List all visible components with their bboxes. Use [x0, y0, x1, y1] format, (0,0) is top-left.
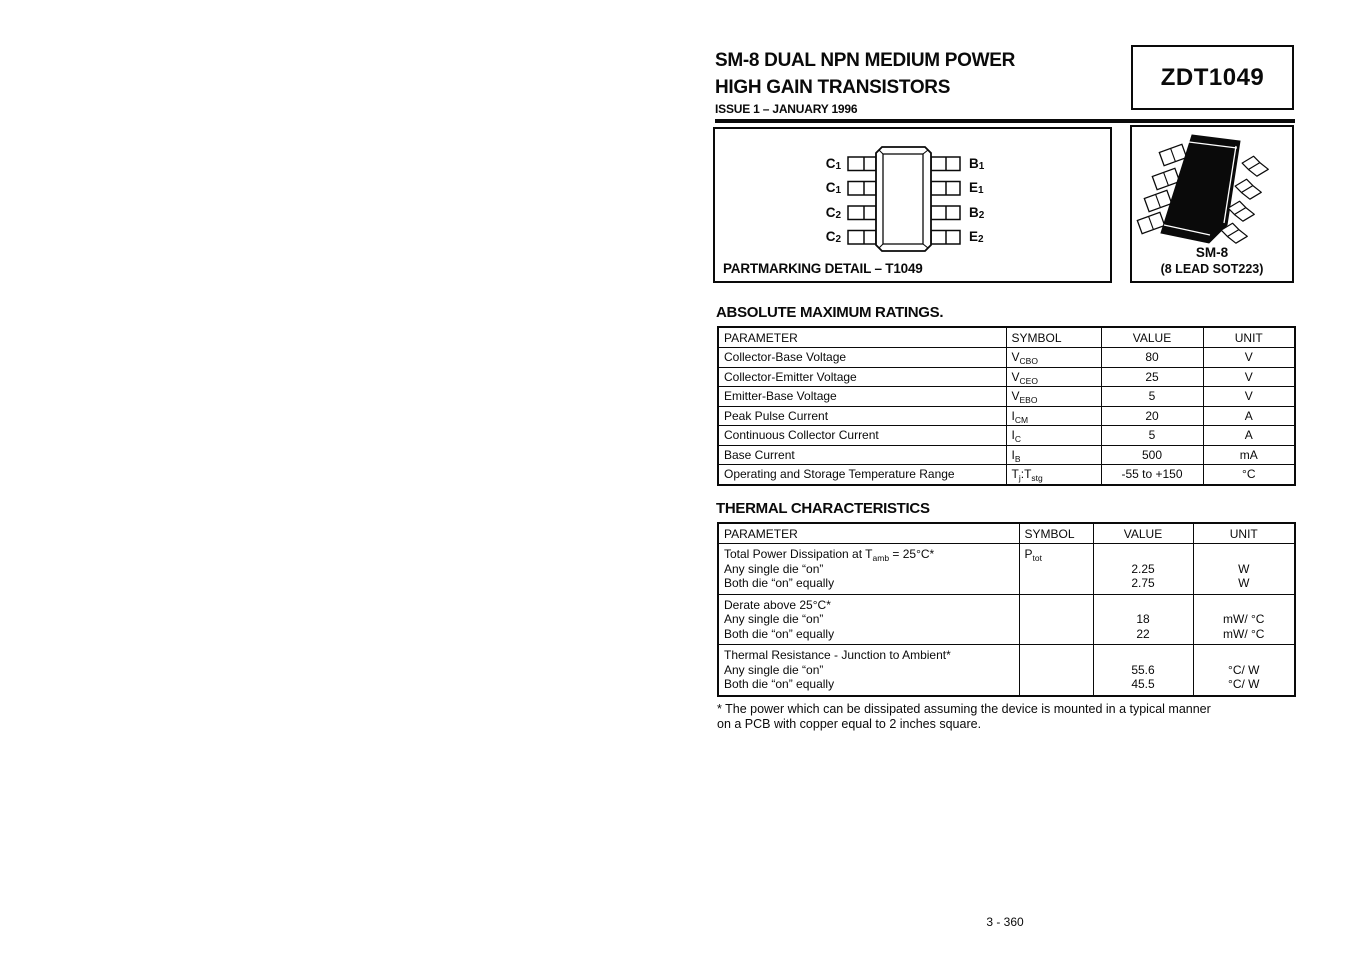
footnote [717, 702, 1294, 731]
pin-label-c2b: $C_2$ [825, 229, 841, 245]
page-number: 3 - 360 [986, 915, 1024, 929]
table-row: Continuous Collector Current $I_C$ 5 A [718, 426, 1295, 446]
pin-label-b2: $B_2$ [969, 205, 985, 221]
partmarking-diagram-icon [715, 129, 1110, 281]
part-number: ZDT1049 [1160, 63, 1265, 91]
table-header-row [718, 327, 1295, 348]
package-name: SM-8 [1195, 245, 1229, 260]
footnote-line1: * The power which can be dissipated assuming the device is mounted in a typical manner [717, 702, 1211, 716]
footnote-line2: on a PCB with copper equal to 2 inches square. [717, 716, 982, 731]
header-rule [715, 119, 1295, 123]
col-parameter: PARAMETER [718, 327, 1006, 348]
pin-label-e2: $E_2$ [969, 229, 984, 245]
page-title-line1: SM-8 DUAL NPN MEDIUM POWER [715, 50, 1016, 71]
package-box [1130, 125, 1294, 283]
table-row: Emitter-Base Voltage $V_{EBO}$ 5 V [718, 387, 1295, 407]
part-number-box [1131, 45, 1294, 110]
pin-label-c1a: $C_1$ [825, 156, 841, 172]
abs-max-table [717, 326, 1296, 486]
col-symbol: SYMBOL [1019, 523, 1093, 544]
issue-date: ISSUE 1 – JANUARY 1996 [715, 102, 858, 116]
table-row: Collector-Base Voltage $V_{CBO}$ 80 V [718, 348, 1295, 368]
thermal-table [717, 522, 1296, 697]
table-row: Base Current $I_B$ 500 mA [718, 445, 1295, 465]
table-header-row [718, 523, 1295, 544]
col-unit: UNIT [1193, 523, 1295, 544]
partmarking-box [713, 127, 1112, 283]
pin-label-b1: $B_1$ [969, 156, 985, 172]
pin-label-e1: $E_1$ [969, 180, 984, 196]
package-3d-icon [1132, 129, 1292, 245]
page-title-line2: HIGH GAIN TRANSISTORS [715, 77, 951, 98]
table-row: Collector-Emitter Voltage $V_{CEO}$ 25 V [718, 367, 1295, 387]
table-row: Peak Pulse Current $I_{CM}$ 20 A [718, 406, 1295, 426]
table-row: Operating and Storage Temperature Range $T_j:T_{stg}$ -55 to +150 °C [718, 465, 1295, 485]
package-subtitle: (8 LEAD SOT223) [1160, 262, 1264, 276]
abs-max-heading: ABSOLUTE MAXIMUM RATINGS. [716, 304, 944, 321]
col-unit: UNIT [1203, 327, 1295, 348]
col-value: VALUE [1093, 523, 1193, 544]
table-row: Derate above 25°C* Any single die “on” Both die “on” equally 18 22 mW/ °C mW/ °C [718, 594, 1295, 645]
table-row: Thermal Resistance - Junction to Ambient* Any single die “on” Both die “on” equally 55.6 45.5 °C/ W °C/ W [718, 645, 1295, 696]
col-parameter: PARAMETER [718, 523, 1019, 544]
thermal-heading: THERMAL CHARACTERISTICS [716, 500, 930, 517]
pin-label-c1b: $C_1$ [825, 180, 841, 196]
pin-label-c2a: $C_2$ [825, 205, 841, 221]
partmarking-caption: PARTMARKING DETAIL – T1049 [723, 261, 923, 276]
col-symbol: SYMBOL [1006, 327, 1101, 348]
col-value: VALUE [1101, 327, 1203, 348]
table-row: Total Power Dissipation at $T_{amb} = 25^\circ C*$ Any single die “on” Both die “on” equally $P_{tot}$ 2.25 2.75 W W [718, 544, 1295, 595]
